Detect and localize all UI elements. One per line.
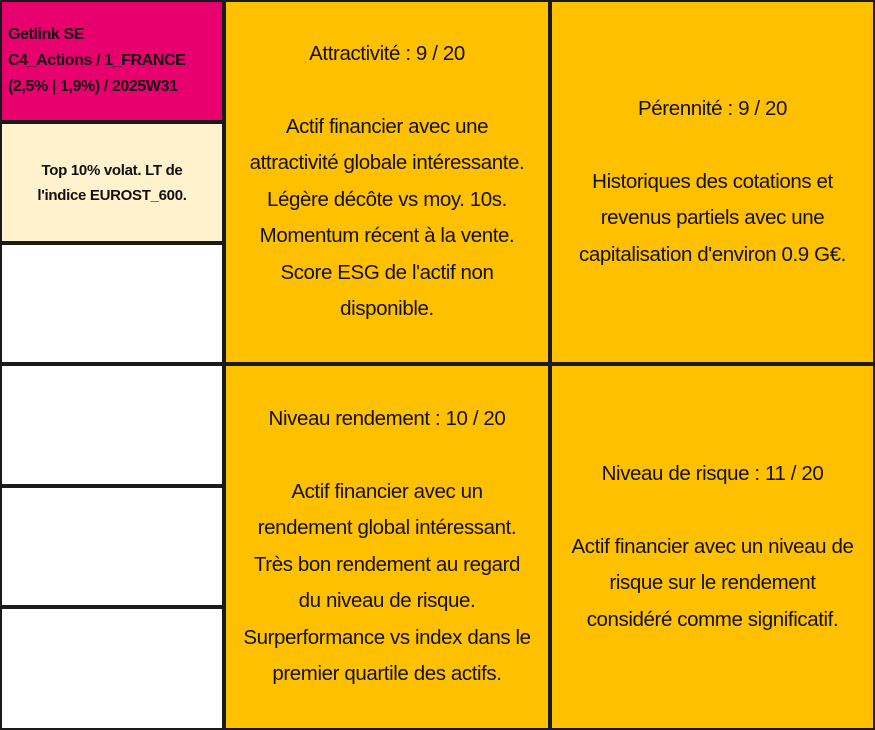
empty-cell-4 — [0, 607, 224, 730]
perennite-title: Pérennité : 9 / 20 — [638, 97, 787, 120]
attractivite-line: Momentum récent à la vente. — [259, 224, 515, 248]
risque-line: considéré comme significatif. — [586, 607, 839, 631]
risque-description — [572, 529, 854, 639]
risque-cell — [550, 364, 875, 730]
rendement-line: premier quartile des actifs. — [272, 662, 502, 686]
rendement-line: Actif financier avec un — [291, 479, 483, 503]
empty-cell-2 — [0, 364, 224, 486]
empty-cell-1 — [0, 243, 224, 364]
attractivite-line: attractivité globale intéressante. — [249, 151, 525, 175]
rendement-description — [243, 474, 530, 693]
perennite-line: Historiques des cotations et — [592, 169, 833, 193]
risque-title: Niveau de risque : 11 / 20 — [601, 462, 824, 485]
asset-name: Getlink SE — [8, 26, 85, 43]
perennite-cell — [550, 0, 875, 364]
rendement-line: Très bon rendement au regard — [253, 552, 521, 576]
attractivite-line: disponible. — [340, 297, 434, 321]
rendement-title: Niveau rendement : 10 / 20 — [268, 407, 506, 431]
attractivite-title: Attractivité : 9 / 20 — [309, 42, 465, 66]
volatility-note-line-2: l'indice EUROST_600. — [37, 186, 187, 204]
empty-cell-3 — [0, 486, 224, 607]
perennite-line: revenus partiels avec une — [600, 206, 825, 229]
attractivite-cell — [224, 0, 550, 364]
perennite-line: capitalisation d'environ 0.9 G€. — [579, 242, 846, 266]
attractivite-description — [250, 109, 525, 328]
risque-line: risque sur le rendement — [609, 571, 816, 594]
attractivite-line: Actif financier avec une — [285, 114, 489, 138]
asset-category: C4_Actions / 1_FRANCE — [8, 52, 186, 69]
perennite-description — [579, 164, 846, 274]
asset-header-cell — [0, 0, 224, 122]
rendement-cell — [224, 364, 550, 730]
rendement-line: Surperformance vs index dans le — [243, 625, 531, 649]
rendement-line: rendement global intéressant. — [257, 516, 517, 540]
rendement-line: du niveau de risque. — [298, 589, 476, 613]
risque-line: Actif financier avec un niveau de — [571, 534, 854, 558]
volatility-note-cell — [0, 122, 224, 243]
volatility-note-line-1: Top 10% volat. LT de — [41, 161, 183, 179]
attractivite-line: Score ESG de l'actif non — [280, 260, 494, 284]
attractivite-line: Légère décôte vs moy. 10s. — [267, 187, 507, 211]
asset-yield-week: (2,5% | 1,9%) / 2025W31 — [8, 78, 178, 95]
